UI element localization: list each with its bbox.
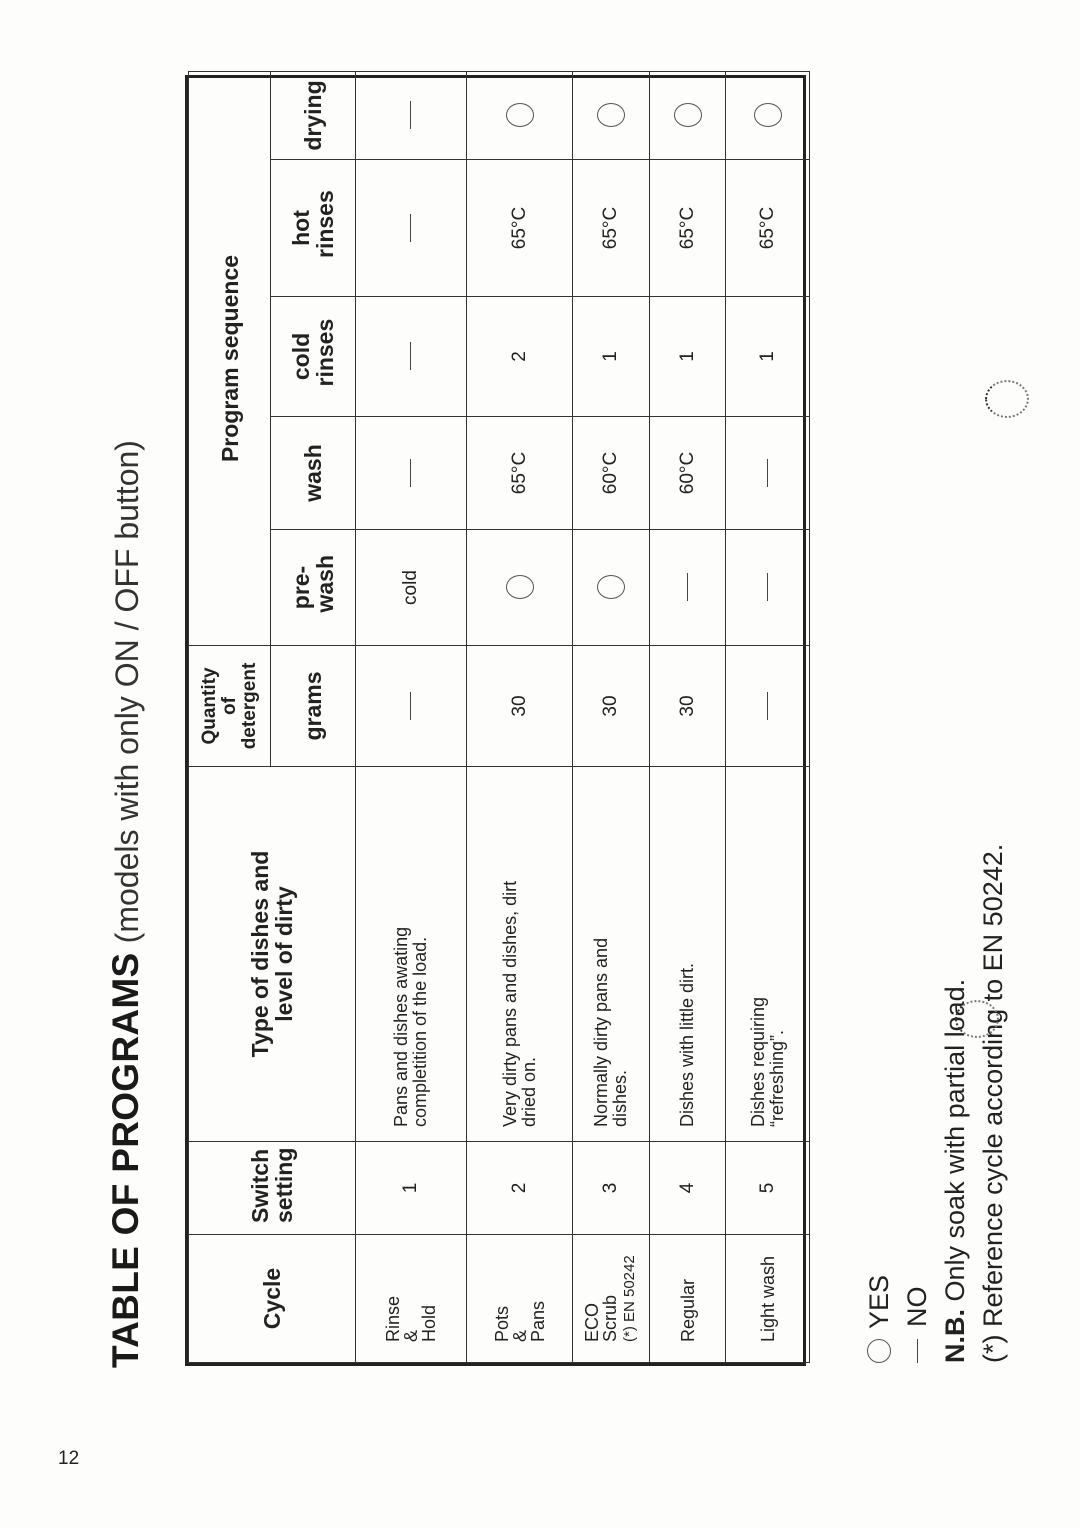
header-prewash bbox=[271, 530, 356, 646]
cell-cycle bbox=[356, 1235, 467, 1363]
cell-cycle: Light wash bbox=[726, 1235, 810, 1363]
circle-icon bbox=[867, 1339, 891, 1363]
legend-yes bbox=[860, 844, 898, 1363]
cell-description bbox=[356, 767, 467, 1142]
header-cold-rinses bbox=[271, 297, 356, 417]
programs-table bbox=[185, 75, 806, 1366]
cell-hot-rinses: 65°C bbox=[650, 160, 726, 297]
cell-cold-rinses bbox=[356, 297, 467, 417]
cell-wash: 60°C bbox=[573, 417, 650, 530]
circle-icon bbox=[506, 576, 534, 600]
legend-nb bbox=[936, 844, 974, 1363]
cell-grams bbox=[726, 646, 810, 767]
nb-label: N.B. bbox=[940, 1309, 970, 1363]
programs-table-grid bbox=[188, 71, 810, 1363]
cell-hot-rinses: 65°C bbox=[467, 160, 573, 297]
circle-icon bbox=[754, 104, 782, 128]
cycle-note: (*) EN 50242 bbox=[621, 1255, 638, 1342]
scan-smudge-mark bbox=[955, 1000, 999, 1038]
page-title bbox=[100, 440, 153, 1368]
cell-switch: 4 bbox=[650, 1142, 726, 1235]
cell-cycle bbox=[467, 1235, 573, 1363]
header-program-sequence: Program sequence bbox=[189, 71, 271, 645]
cell-cold-rinses: 2 bbox=[467, 297, 573, 417]
legend-yes-label: YES bbox=[864, 1274, 894, 1329]
dash-icon bbox=[767, 574, 768, 602]
cycle-name: Rinse & Hold bbox=[383, 1295, 439, 1342]
cell-prewash: cold bbox=[356, 530, 467, 646]
circle-icon bbox=[597, 104, 625, 128]
cell-drying bbox=[650, 71, 726, 159]
nb-text: Only soak with partial load. bbox=[940, 978, 970, 1302]
circle-icon bbox=[597, 576, 625, 600]
cell-switch: 1 bbox=[356, 1142, 467, 1235]
table-row bbox=[650, 71, 726, 1362]
circle-icon bbox=[674, 104, 702, 128]
header-wash: wash bbox=[271, 417, 356, 530]
reference-text: (*) Reference cycle according to EN 50242. bbox=[978, 843, 1008, 1363]
table-row bbox=[356, 71, 467, 1362]
circle-icon bbox=[506, 104, 534, 128]
legend-no bbox=[898, 844, 936, 1363]
header-switch-setting bbox=[189, 1142, 356, 1235]
title-subtitle: (models with only ON / OFF button) bbox=[109, 440, 145, 944]
header-type-of-dishes bbox=[189, 767, 356, 1142]
dash-icon bbox=[410, 459, 411, 487]
cell-hot-rinses: 65°C bbox=[573, 160, 650, 297]
description-text: Dishes requiring “refreshing”. bbox=[747, 996, 787, 1127]
cell-prewash bbox=[573, 530, 650, 646]
cell-grams: 30 bbox=[573, 646, 650, 767]
cell-prewash bbox=[467, 530, 573, 646]
legend bbox=[860, 844, 1012, 1363]
cycle-name: Pots & Pans bbox=[491, 1300, 548, 1342]
header-drying: drying bbox=[271, 71, 356, 159]
header-detergent-group bbox=[189, 646, 271, 767]
cell-drying bbox=[573, 71, 650, 159]
cell-hot-rinses bbox=[356, 160, 467, 297]
cell-prewash bbox=[726, 530, 810, 646]
page-number: 12 bbox=[58, 1448, 80, 1469]
scan-smudge-mark bbox=[985, 380, 1029, 418]
cell-grams: 30 bbox=[467, 646, 573, 767]
cell-grams bbox=[356, 646, 467, 767]
cell-wash bbox=[356, 417, 467, 530]
table-row bbox=[467, 71, 573, 1362]
header-cold-rinses-label: cold rinses bbox=[288, 318, 338, 387]
cell-switch: 3 bbox=[573, 1142, 650, 1235]
cell-switch: 2 bbox=[467, 1142, 573, 1235]
cell-switch: 5 bbox=[726, 1142, 810, 1235]
cell-cold-rinses: 1 bbox=[650, 297, 726, 417]
header-switch-setting-label: Switch setting bbox=[247, 1147, 297, 1223]
dash-icon bbox=[410, 692, 411, 720]
cell-cold-rinses: 1 bbox=[726, 297, 810, 417]
header-detergent-group-label: Quantity of detergent bbox=[198, 662, 260, 750]
title-main: TABLE OF PROGRAMS bbox=[105, 952, 146, 1368]
header-hot-rinses bbox=[271, 160, 356, 297]
cell-wash: 65°C bbox=[467, 417, 573, 530]
cycle-name: ECO Scrub bbox=[582, 1294, 620, 1342]
cell-wash: 60°C bbox=[650, 417, 726, 530]
cell-cold-rinses: 1 bbox=[573, 297, 650, 417]
dash-icon bbox=[410, 343, 411, 371]
dash-icon bbox=[410, 214, 411, 242]
dash-icon bbox=[410, 102, 411, 130]
dash-icon bbox=[687, 574, 688, 602]
dash-icon bbox=[767, 459, 768, 487]
cell-drying bbox=[726, 71, 810, 159]
cell-cycle bbox=[573, 1235, 650, 1363]
cell-description bbox=[726, 767, 810, 1142]
description-text: Pans and dishes awating completition of the load. bbox=[391, 926, 430, 1127]
cell-prewash bbox=[650, 530, 726, 646]
cell-hot-rinses: 65°C bbox=[726, 160, 810, 297]
dash-icon bbox=[767, 692, 768, 720]
cell-grams: 30 bbox=[650, 646, 726, 767]
cell-description: Dishes with little dirt. bbox=[650, 767, 726, 1142]
description-text: Very dirty pans and dishes, dirt dried on. bbox=[499, 880, 539, 1127]
cell-drying bbox=[467, 71, 573, 159]
header-cycle: Cycle bbox=[189, 1235, 356, 1363]
cell-description bbox=[467, 767, 573, 1142]
cell-wash bbox=[726, 417, 810, 530]
description-text: Normally dirty pans and dishes. bbox=[591, 937, 630, 1127]
table-row bbox=[573, 71, 650, 1362]
legend-reference bbox=[974, 844, 1012, 1363]
header-hot-rinses-label: hot rinses bbox=[288, 190, 338, 258]
header-prewash-label: pre-wash bbox=[288, 554, 338, 613]
header-grams: grams bbox=[271, 646, 356, 767]
dash-icon bbox=[917, 1339, 918, 1363]
legend-no-label: NO bbox=[902, 1286, 932, 1327]
cell-cycle: Regular bbox=[650, 1235, 726, 1363]
cell-description bbox=[573, 767, 650, 1142]
cell-drying bbox=[356, 71, 467, 159]
table-row bbox=[726, 71, 810, 1362]
header-type-of-dishes-label: Type of dishes and level of dirty bbox=[247, 850, 297, 1058]
